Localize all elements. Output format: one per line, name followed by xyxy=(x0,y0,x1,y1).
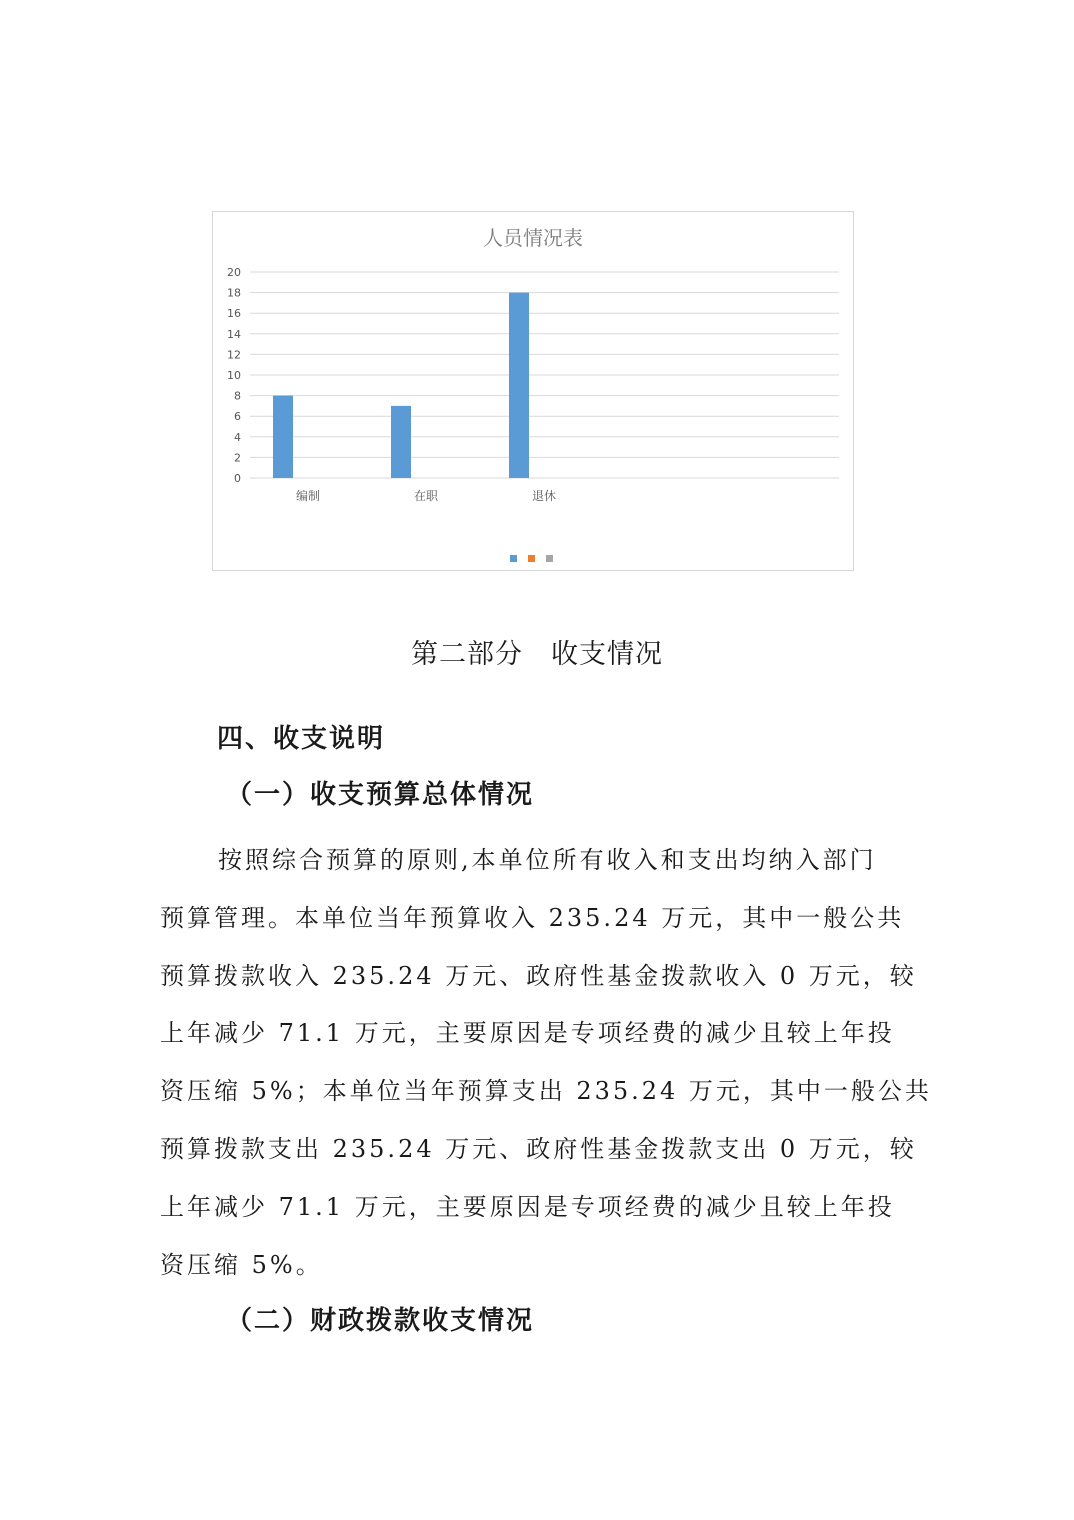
budget-paragraph xyxy=(160,832,930,1294)
legend-marker xyxy=(510,555,517,562)
y-tick-label: 20 xyxy=(227,266,241,279)
y-tick-label: 2 xyxy=(234,451,241,465)
section-title: 第二部分 收支情况 xyxy=(411,639,663,670)
y-tick-label: 12 xyxy=(227,348,241,362)
y-tick-label: 14 xyxy=(227,327,241,341)
bar-退休 xyxy=(509,293,529,478)
paragraph-line: 预算管理。本单位当年预算收入 235.24 万元，其中一般公共 xyxy=(160,903,905,932)
bar-编制 xyxy=(273,396,293,478)
paragraph-line: 按照综合预算的原则,本单位所有收入和支出均纳入部门 xyxy=(218,846,877,874)
legend-marker xyxy=(546,555,553,562)
y-tick-label: 10 xyxy=(227,369,241,382)
paragraph-line: 预算拨款支出 235.24 万元、政府性基金拨款支出 0 万元，较 xyxy=(160,1134,917,1163)
bar-在职 xyxy=(391,406,411,478)
heading-budget-overview: （一）收支预算总体情况 xyxy=(226,780,535,810)
paragraph-line: 上年减少 71.1 万元，主要原因是专项经费的减少且较上年投 xyxy=(160,1192,895,1221)
paragraph-line: 资压缩 5%。 xyxy=(160,1250,323,1279)
y-tick-label: 8 xyxy=(234,389,241,403)
x-tick-label: 在职 xyxy=(413,489,439,503)
y-tick-label: 16 xyxy=(227,307,241,321)
x-tick-label: 编制 xyxy=(295,489,321,503)
y-tick-label: 6 xyxy=(234,410,241,424)
staff-bar-chart xyxy=(213,212,853,570)
y-tick-label: 0 xyxy=(234,472,241,485)
y-tick-label: 18 xyxy=(227,286,241,300)
heading-fiscal-appropriation: （二）财政拨款收支情况 xyxy=(226,1306,535,1336)
paragraph-line: 上年减少 71.1 万元，主要原因是专项经费的减少且较上年投 xyxy=(160,1019,895,1048)
y-tick-label: 4 xyxy=(234,430,241,444)
chart-title: 人员情况表 xyxy=(483,226,583,250)
x-tick-label: 退休 xyxy=(531,489,557,503)
staff-chart xyxy=(212,211,854,571)
paragraph-line: 预算拨款收入 235.24 万元、政府性基金拨款收入 0 万元，较 xyxy=(160,961,917,990)
paragraph-line: 资压缩 5%；本单位当年预算支出 235.24 万元，其中一般公共 xyxy=(160,1077,932,1106)
heading-income-expense-notes: 四、收支说明 xyxy=(217,724,386,754)
legend-marker xyxy=(528,555,535,562)
